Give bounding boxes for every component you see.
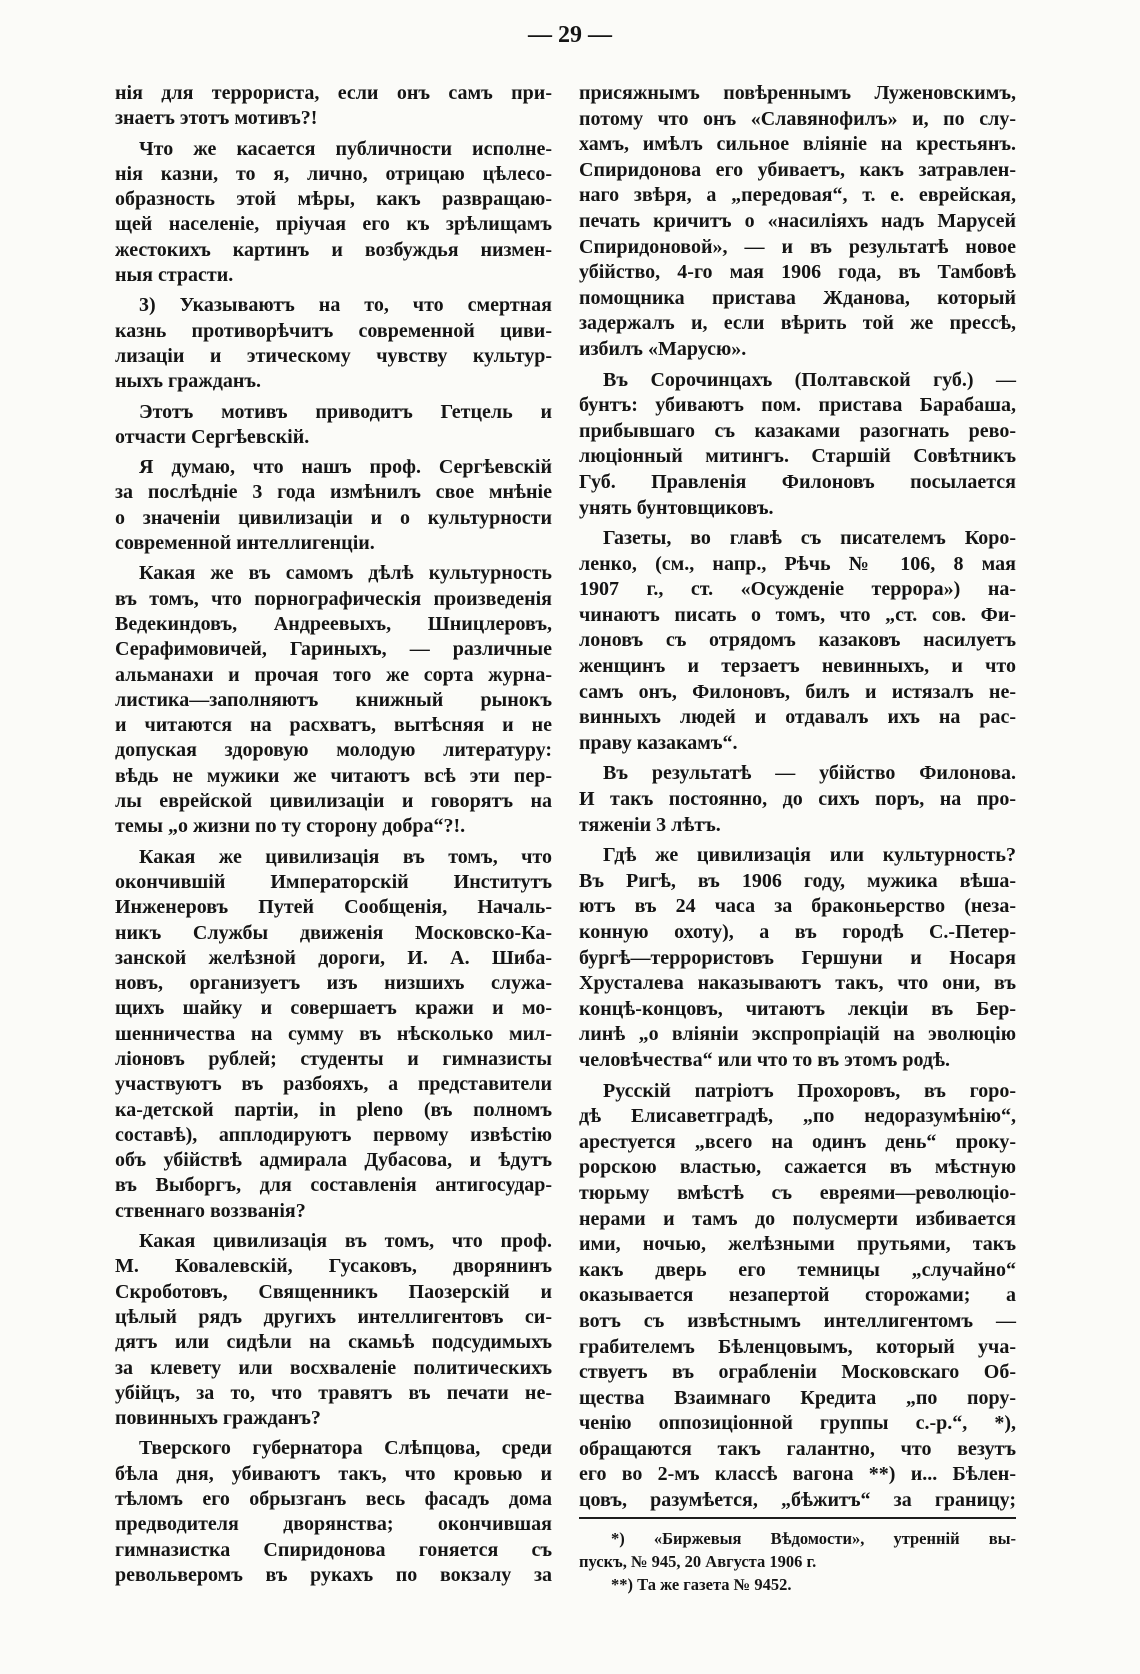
text-line: хамъ, имѣлъ сильное вліяніе на крестьянъ.	[579, 133, 1016, 156]
text-line: присяжнымъ повѣреннымъ Луженовскимъ,	[579, 82, 1016, 104]
text-line: альманахи и прочая того же сорта журна-	[115, 663, 552, 686]
text-line: Я думаю, что нашъ проф. Сергѣевскій	[139, 456, 552, 479]
text-line: 1907 г., ст. «Осужденіе террора») на-	[579, 578, 1016, 601]
footnote	[579, 1527, 1016, 1573]
footnote-divider	[579, 1517, 1016, 1519]
text-line: люціонный митингъ. Старшій Совѣтникъ	[579, 445, 1016, 468]
text-line: вотъ съ извѣстнымъ интеллигентомъ —	[579, 1309, 1016, 1332]
text-line: занской желѣзной дороги, И. А. Шиба-	[115, 946, 552, 969]
text-line: новъ, организуетъ изъ низшихъ служа-	[115, 972, 552, 995]
text-line: за клевету или восхваленіе политическихъ	[115, 1356, 552, 1379]
text-line: шенничества на сумму въ нѣсколько мил-	[115, 1022, 552, 1045]
text-line: Въ Ригѣ, въ 1906 году, мужика вѣша-	[579, 869, 1016, 892]
text-line: ственнаго воззванія?	[115, 1199, 306, 1222]
text-line: унять бунтовщиковъ.	[579, 496, 774, 519]
text-line: бунтъ: убиваютъ пом. пристава Барабаша,	[579, 394, 1016, 417]
text-line: Что же касается публичности исполне-	[139, 137, 552, 160]
text-line: Хрусталева наказываютъ такъ, что они, въ	[579, 972, 1016, 995]
text-line: Губ. Правленія Филоновъ посылается	[579, 470, 1016, 493]
left-column	[115, 81, 552, 1588]
text-line: Спиридонова его убиваетъ, какъ затравлен-	[579, 158, 1016, 181]
text-line: о значеніи цивилизаціи и о культурности	[115, 506, 552, 529]
paragraph	[115, 455, 552, 556]
text-line: щей населеніе, пріучая его къ зрѣлищамъ	[115, 213, 552, 236]
paragraph	[115, 1436, 552, 1588]
text-line: ныя страсти.	[115, 264, 234, 287]
text-line: вѣдь не мужики же читаютъ всѣ эти пер-	[115, 764, 552, 787]
paragraph	[115, 845, 552, 1224]
text-line: въ Выборгъ, для составленія антигосудар-	[115, 1174, 552, 1197]
text-line: предводителя дворянства; окончившая	[115, 1513, 552, 1536]
text-line: ченію оппозиціонной группы с.-р.“, *),	[579, 1412, 1016, 1435]
text-line: праву казакамъ“.	[579, 731, 738, 754]
text-line: Какая же въ самомъ дѣлѣ культурность	[139, 562, 552, 585]
text-line: ліоновъ рублей; студенты и гимназисты	[115, 1047, 552, 1070]
text-line: темы „о жизни по ту сторону добра“?!.	[115, 815, 466, 838]
text-line: Въ результатѣ — убійство Филонова.	[603, 762, 1016, 785]
text-line: листика—заполняютъ книжный рынокъ	[115, 688, 552, 711]
paragraph	[579, 526, 1016, 756]
text-line: отчасти Сергѣевскій.	[115, 425, 310, 448]
text-line: нерами и тамъ до полусмерти избивается	[579, 1207, 1016, 1230]
text-line: дѣ Елисаветградѣ, „по недоразумѣнію“,	[579, 1105, 1016, 1128]
footnote	[579, 1573, 1016, 1596]
text-line: избилъ «Марусю».	[579, 337, 747, 360]
text-line: убійцъ, за то, что травятъ въ печати не-	[115, 1381, 552, 1404]
text-line: ствуетъ въ ограбленіи Московскаго Об-	[579, 1361, 1016, 1384]
text-line: концѣ-концовъ, читаютъ лекціи въ Бер-	[579, 997, 1016, 1020]
text-line: револьверомъ въ рукахъ по вокзалу за	[115, 1563, 552, 1586]
text-line: бургѣ—террористовъ Гершуни и Носаря	[579, 946, 1016, 969]
paragraph	[579, 843, 1016, 1073]
text-line: бѣла дня, убиваютъ такъ, что кровью и	[115, 1462, 552, 1485]
right-column	[579, 81, 1016, 1514]
text-line: Русскій патріотъ Прохоровъ, въ горо-	[603, 1079, 1016, 1102]
text-line: тюрьму вмѣстѣ съ евреями—революціо-	[579, 1181, 1016, 1204]
text-line: Какая же цивилизація въ томъ, что	[139, 845, 552, 868]
text-line: нія для террориста, если онъ самъ при-	[115, 82, 552, 104]
paragraph	[579, 81, 1016, 363]
text-line: потому что онъ «Славянофилъ» и, по слу-	[579, 107, 1016, 130]
paragraph	[115, 81, 552, 132]
text-line: участвуютъ въ разбояхъ, а представители	[115, 1073, 552, 1096]
text-line: тяженіи 3 лѣтъ.	[579, 813, 721, 836]
text-line: лы еврейской цивилизаціи и говорятъ на	[115, 790, 552, 813]
text-line: Гдѣ же цивилизація или культурность?	[603, 844, 1016, 867]
text-line: образность этой мѣры, какъ развращаю-	[115, 188, 552, 211]
paragraph	[579, 1079, 1016, 1514]
text-line: допуская здоровую молодую литературу:	[115, 739, 552, 762]
text-line: дятъ или сидѣли на скамьѣ подсудимыхъ	[115, 1331, 552, 1354]
text-line: Въ Сорочинцахъ (Полтавской губ.) —	[603, 368, 1016, 391]
text-line: цовъ, разумѣется, „бѣжитъ“ за границу;	[579, 1489, 1016, 1512]
text-line: прибывшаго съ казаками разогнать рево-	[579, 419, 1016, 442]
text-line: его во 2-мъ классѣ вагона **) и... Бѣлен-	[579, 1463, 1016, 1486]
paragraph	[115, 1229, 552, 1431]
text-line: ленко, (см., напр., Рѣчь № 106, 8 мая	[579, 552, 1016, 575]
text-line: пускъ, № 945, 20 Августа 1906 г.	[579, 1552, 817, 1571]
paragraph	[579, 761, 1016, 838]
text-line: винныхъ людей и отдавалъ ихъ на рас-	[579, 706, 1016, 729]
text-line: объ убійствѣ адмирала Дубасова, и ѣдутъ	[115, 1149, 552, 1172]
text-line: никъ Службы движенія Московско-Ка-	[115, 921, 552, 944]
text-line: оказывается незапертой сторожами; а	[579, 1284, 1016, 1307]
text-line: самъ онъ, Филоновъ, билъ и истязалъ не-	[579, 680, 1016, 703]
text-line: 3) Указываютъ на то, что смертная	[139, 294, 552, 317]
text-line: женщинъ и терзаетъ невинныхъ, и что	[579, 655, 1016, 678]
text-line: Ведекиндовъ, Андреевыхъ, Шницлеровъ,	[115, 612, 552, 635]
text-line: современной интеллигенціи.	[115, 532, 375, 555]
text-line: человѣчества“ или что то въ этомъ родѣ.	[579, 1048, 950, 1071]
text-line: въ томъ, что порнографическія произведенія	[115, 587, 552, 610]
text-line: грабителемъ Бѣленцовымъ, который уча-	[579, 1335, 1016, 1358]
paragraph	[115, 137, 552, 289]
text-line: ныхъ гражданъ.	[115, 370, 262, 393]
text-line: за послѣдніе 3 года измѣнилъ свое мнѣніе	[115, 481, 552, 504]
text-line: жестокихъ картинъ и возбуждья низмен-	[115, 238, 552, 261]
text-line: М. Ковалевскій, Гусаковъ, дворянинъ	[115, 1255, 552, 1278]
text-line: Серафимовичей, Гариныхъ, — различные	[115, 638, 552, 661]
text-line: убійство, 4-го мая 1906 года, въ Тамбовѣ	[579, 261, 1016, 284]
text-line: цѣлый рядъ другихъ интеллигентовъ си-	[115, 1305, 552, 1328]
text-line: казнь противорѣчитъ современной циви-	[115, 319, 552, 342]
text-line: знаетъ этотъ мотивъ?!	[115, 107, 318, 130]
text-line: Какая цивилизація въ томъ, что проф.	[139, 1230, 552, 1253]
footnotes	[579, 1527, 1016, 1596]
text-line: линѣ „о вліяніи экспропріацій на эволюцію	[579, 1023, 1016, 1046]
text-line: составѣ), апплодируютъ первому извѣстію	[115, 1123, 552, 1146]
text-line: рорскою властью, сажается въ мѣстную	[579, 1156, 1016, 1179]
text-line: помощника пристава Жданова, который	[579, 286, 1016, 309]
text-line: гимназистка Спиридонова гоняется съ	[115, 1538, 552, 1561]
text-line: ка-детской партіи, in pleno (въ полномъ	[115, 1098, 552, 1121]
text-line: наго звѣря, а „передовая“, т. е. еврейская,	[579, 184, 1016, 207]
paragraph	[115, 561, 552, 839]
paragraph	[115, 293, 552, 394]
text-line: задержалъ и, если вѣрить той же прессѣ,	[579, 312, 1016, 335]
text-line: Этотъ мотивъ приводитъ Гетцель и	[139, 400, 552, 423]
paragraph	[115, 400, 552, 451]
text-line: лизаціи и этическому чувству культур-	[115, 344, 552, 367]
text-line: Газеты, во главѣ съ писателемъ Коро-	[603, 527, 1016, 550]
text-line: Тверского губернатора Слѣпцова, среди	[139, 1437, 552, 1460]
text-line: Инженеровъ Путей Сообщенія, Началь-	[115, 896, 552, 919]
text-line: и читаются на расхватъ, вытѣсняя и не	[115, 714, 552, 737]
text-line: какъ дверь его темницы „случайно“	[579, 1258, 1016, 1281]
text-line: конную охоту), а въ городѣ С.-Петер-	[579, 921, 1016, 943]
text-line: Скроботовъ, Священникъ Паозерскій и	[115, 1280, 552, 1303]
text-line: печать кричитъ о «насиліяхъ надъ Марусей	[579, 209, 1016, 232]
text-line: лоновъ съ отрядомъ казаковъ насилуетъ	[579, 629, 1016, 652]
text-line: обращаются такъ галантно, что везутъ	[579, 1437, 1016, 1460]
text-line: *) «Биржевыя Вѣдомости», утренній вы-	[611, 1529, 1016, 1548]
text-line: арестуется „всего на одинъ день“ проку-	[579, 1130, 1016, 1153]
text-line: тѣломъ его обрызганъ весь фасадъ дома	[115, 1488, 552, 1511]
text-line: щихъ шайку и совершаетъ кражи и мо-	[115, 997, 552, 1020]
text-line: щества Взаимнаго Кредита „по пору-	[579, 1386, 1016, 1409]
text-line: ютъ въ 24 часа за браконьерство (неза-	[579, 895, 1016, 918]
paragraph	[579, 368, 1016, 522]
text-line: Спиридоновой», — и въ результатѣ новое	[579, 235, 1016, 258]
text-line: повинныхъ гражданъ?	[115, 1407, 321, 1430]
text-line: **) Та же газета № 9452.	[611, 1575, 792, 1594]
text-line: чинаютъ писать о томъ, что „ст. сов. Фи-	[579, 603, 1016, 626]
page-number: — 29 —	[528, 22, 612, 48]
text-line: И такъ постоянно, до сихъ поръ, на про-	[579, 788, 1016, 811]
text-line: окончившій Императорскій Институтъ	[115, 870, 552, 893]
text-line: нія казни, то я, лично, отрицаю цѣлесо-	[115, 162, 552, 185]
text-line: ими, ночью, желѣзными прутьями, такъ	[579, 1233, 1016, 1256]
